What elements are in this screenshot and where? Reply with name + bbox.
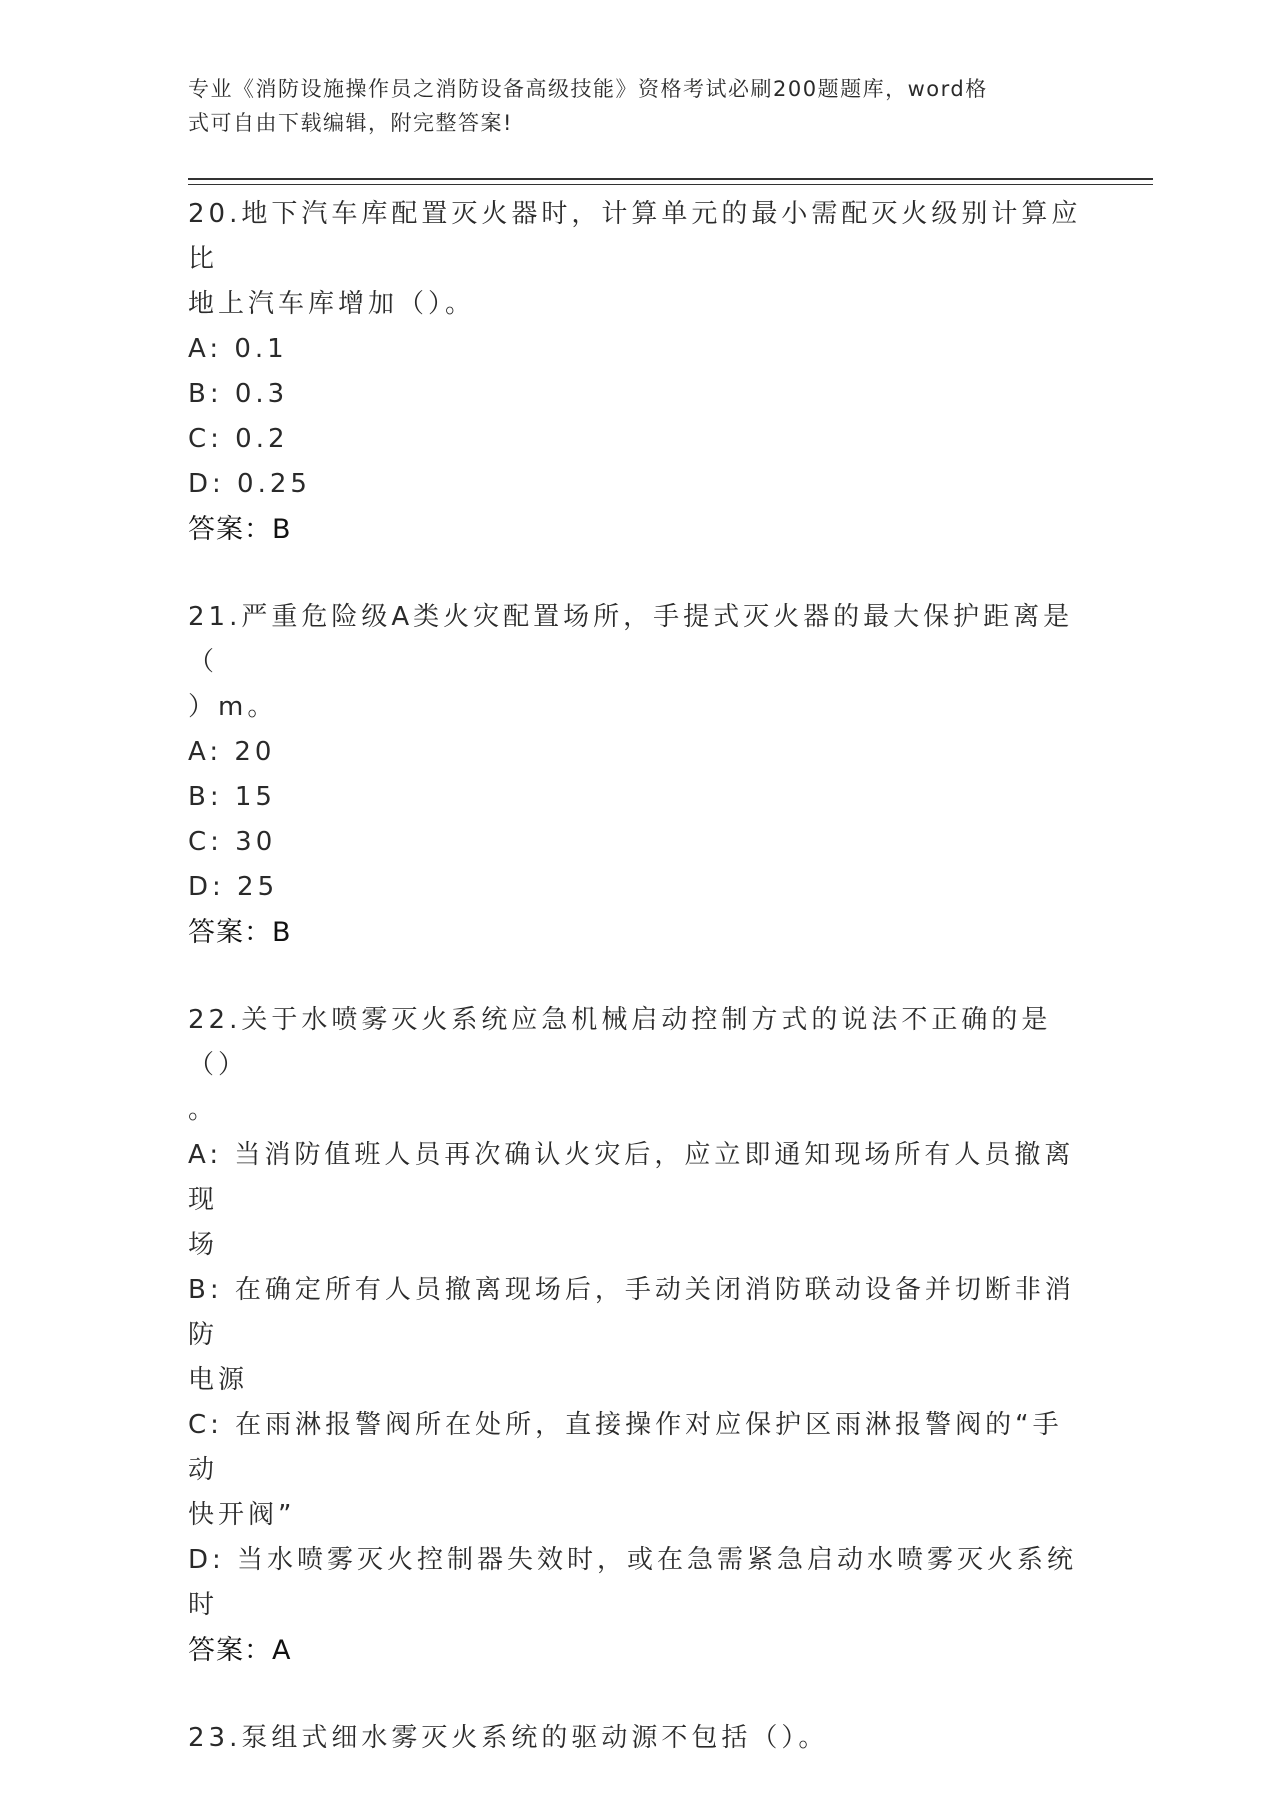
option-b-continued: 电源: [188, 1365, 249, 1395]
option-b: B: 15: [188, 782, 276, 812]
header-line-2: 式可自由下载编辑，附完整答案!: [188, 111, 513, 135]
question-text-line: 。: [188, 1095, 219, 1125]
question-text-line: ）m。: [188, 692, 278, 722]
question-text-line: 23.泵组式细水雾灭火系统的驱动源不包括（）。: [188, 1723, 829, 1753]
option-b: B: 在确定所有人员撤离现场后，手动关闭消防联动设备并切断非消防: [188, 1275, 1075, 1350]
option-d: D: 25: [188, 872, 279, 902]
option-a: A: 20: [188, 737, 276, 767]
question-22: [188, 998, 1088, 1673]
answer: 答案：A: [188, 1635, 292, 1666]
option-a-continued: 场: [188, 1230, 219, 1260]
option-b: B: 0.3: [188, 379, 289, 409]
option-d: D: 0.25: [188, 469, 311, 499]
question-text-line: 地上汽车库增加（）。: [188, 289, 476, 319]
option-a: A: 0.1: [188, 334, 288, 364]
option-d: D: 当水喷雾灭火控制器失效时，或在急需紧急启动水喷雾灭火系统时: [188, 1545, 1078, 1620]
option-c: C: 30: [188, 827, 277, 857]
document-header: [188, 72, 1088, 140]
header-divider-thin: [188, 184, 1153, 185]
question-text-line: 21.严重危险级A类火灾配置场所，手提式灭火器的最大保护距离是（: [188, 602, 1074, 677]
question-text-line: 20.地下汽车库配置灭火器时，计算单元的最小需配灭火级别计算应比: [188, 199, 1082, 274]
option-a: A: 当消防值班人员再次确认火灾后，应立即通知现场所有人员撤离现: [188, 1140, 1075, 1215]
option-c-continued: 快开阀”: [188, 1500, 296, 1530]
question-text-line: 22.关于水喷雾灭火系统应急机械启动控制方式的说法不正确的是（）: [188, 1005, 1052, 1080]
question-list: [188, 192, 1088, 1804]
question-21: [188, 595, 1088, 955]
header-line-1: 专业《消防设施操作员之消防设备高级技能》资格考试必刷200题题库，word格: [188, 77, 988, 101]
question-23: [188, 1716, 1088, 1761]
answer: 答案：B: [188, 917, 292, 948]
option-c: C: 0.2: [188, 424, 289, 454]
question-20: [188, 192, 1088, 552]
answer: 答案：B: [188, 514, 292, 545]
option-c: C: 在雨淋报警阀所在处所，直接操作对应保护区雨淋报警阀的“手动: [188, 1410, 1063, 1485]
header-divider-thick: [188, 178, 1153, 180]
